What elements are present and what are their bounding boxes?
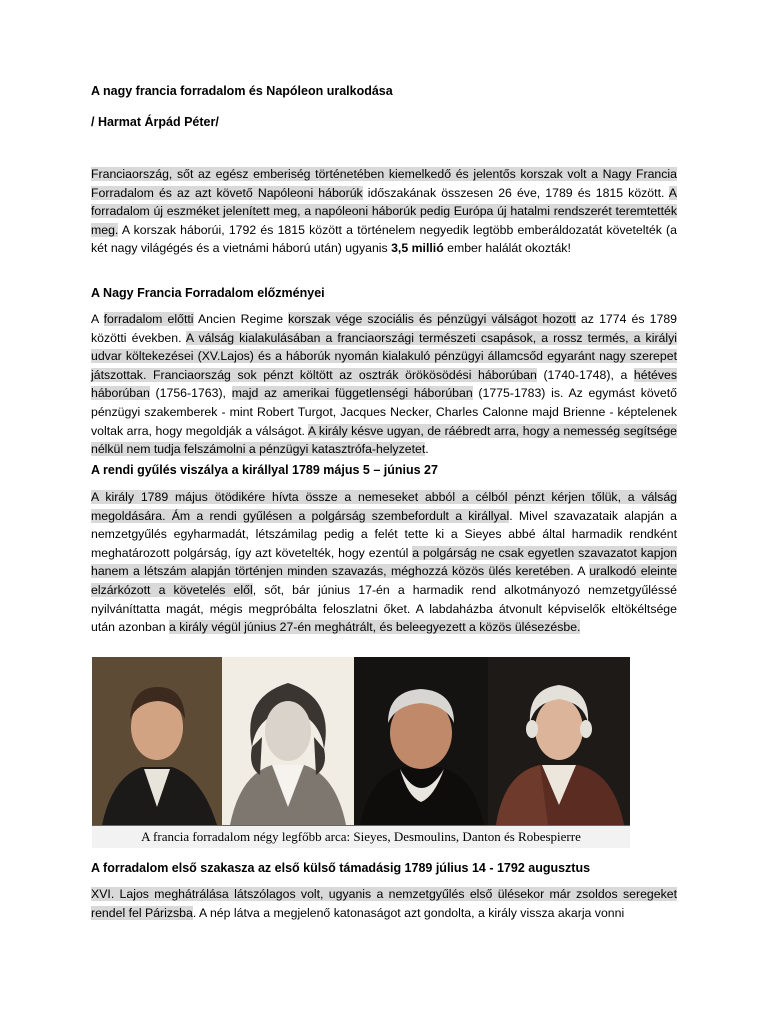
- heading-estates-general: A rendi gyűlés viszálya a királlyal 1789 május 5 – június 27: [91, 463, 438, 477]
- text-run: . A nép látva a megjelenő katonaságot azt gondolta, a király vissza akarja vonni: [192, 905, 625, 920]
- text-run: ember halálát okozták!: [443, 241, 571, 256]
- heading-first-phase: A forradalom első szakasza az első külső támadásig 1789 július 14 - 1792 augusztus: [91, 861, 591, 875]
- text-run: XVI. Lajos meghátrálása látszólagos volt, ugyanis a nemzetgyűlés első ülésekor már zsoldos seregeket rendel fel Párizsba: [91, 887, 677, 920]
- portraits-figure: [92, 657, 630, 847]
- text-run: (1740-1748), a: [536, 367, 634, 382]
- text-run: (1756-1763),: [149, 386, 232, 401]
- text-run: a polgárság ne csak egyetlen szavazatot kapjon hanem a létszám alapján történjen minden szavazás, méghozzá közös ülés keretében: [91, 545, 677, 579]
- portrait-sieyes: [92, 657, 222, 825]
- text-run: Ancien Regime: [193, 312, 289, 326]
- text-run: uralkodó eleinte elzárkózott a követelés elől: [91, 564, 677, 597]
- text-run: időszakának összesen 26 éve, 1789 és 1815 között.: [362, 185, 669, 200]
- portrait-desmoulins: [222, 657, 354, 825]
- text-run: .: [425, 442, 429, 457]
- text-run: korszak vége szociális és pénzügyi válságot hozott: [288, 312, 576, 326]
- predecessors-paragraph: [91, 310, 677, 459]
- text-run: A király 1789 május ötödikére hívta össze a nemeseket abból a célból pénzt kérjen tőlük, a válság megoldására. Ám a rendi gyűlésen a polgárság szembefordult a királlyal: [91, 490, 677, 523]
- text-run: 3,5 millió: [391, 241, 444, 256]
- first-phase-paragraph: [91, 885, 677, 922]
- text-run: A király késve ugyan, de ráébredt arra, hogy a nemesség segítsége nélkül nem tudja felszámolni a pénzügyi katasztrófa-helyzetet: [91, 423, 677, 457]
- text-run: Franciaország, sőt az egész emberiség történetében kiemelkedő és jelentős korszak volt a Nagy Francia Forradalom és az azt követő Napóleoni háborúk: [91, 167, 677, 200]
- text-run: A forradalom új eszméket jelenített meg, a napóleoni háborúk pedig Európa új hatalmi rendszerét teremtették meg.: [91, 185, 677, 237]
- text-run: A korszak háborúi, 1792 és 1815 között a történelem negyedik legtöbb emberáldozatát követelték (a két nagy világégés és a vietnámi háború után) ugyanis: [91, 222, 677, 256]
- intro-paragraph: [91, 165, 677, 258]
- portrait-danton: [354, 657, 488, 825]
- portrait-robespierre: [488, 657, 630, 825]
- text-run: az 1774 és 1789 közötti években.: [91, 312, 677, 345]
- text-run: . Mivel szavazataik alapján a nemzetgyűlés egyharmadát, létszámilag pedig a felét tette ki a Sieyes abbé által harmadik rendként meghatározott polgárság, így azt követelték, hogy ezentúl: [91, 508, 677, 560]
- text-run: . A: [570, 564, 590, 579]
- text-run: , sőt, bár június 17-én a harmadik rend alkotmányozó nemzetgyűléssé nyilváníttatta magát, mégis megpróbálta feloszlatni őket. A labdaházba átvonult képviselők eltökéltsége után azonban: [91, 582, 677, 635]
- text-run: A válság kialakulásában a franciaországi természeti csapások, a rossz termés, a királyi udvar költekezései (XV.Lajos) és a háborúk nyomán kialakuló pénzügyi államcsőd egyaránt nagy szerepet játszottak. Franciaország sok pénzt költött az osztrák örökösödési háborúban: [91, 330, 677, 382]
- document-title: A nagy francia forradalom és Napóleon uralkodása: [91, 84, 393, 98]
- heading-predecessors: A Nagy Francia Forradalom előzményei: [91, 286, 325, 300]
- figure-caption: A francia forradalom négy legfőbb arca: Sieyes, Desmoulins, Danton és Robespierre: [92, 825, 630, 848]
- estates-general-paragraph: [91, 488, 677, 637]
- text-run: A: [91, 312, 104, 326]
- text-run: forradalom előtti: [103, 312, 194, 326]
- document-author: / Harmat Árpád Péter/: [91, 115, 219, 129]
- text-run: hétéves háborúban: [91, 367, 677, 401]
- text-run: a király végül június 27-én meghátrált, és beleegyezett a közös ülésezésbe.: [168, 620, 581, 635]
- text-run: majd az amerikai függetlenségi háborúban: [231, 386, 473, 401]
- text-run: (1775-1783) is. Az egymást követő pénzügyi szakemberek - mint Robert Turgot, Jacques Necker, Charles Calonne majd Brienne - képtelenek voltak arra, hogy megoldják a válságot.: [91, 386, 677, 438]
